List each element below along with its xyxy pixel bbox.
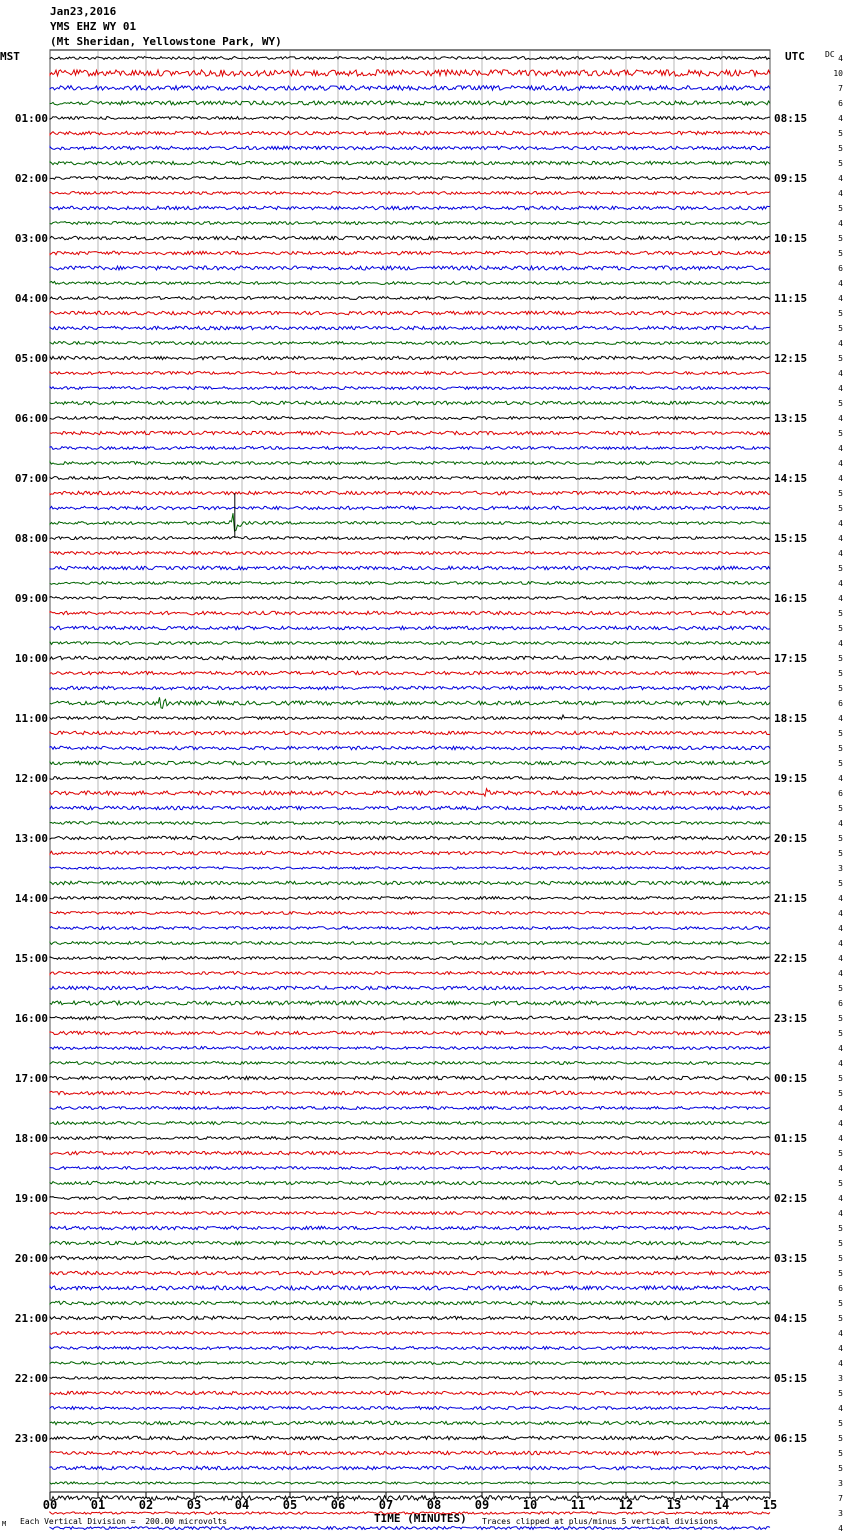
row-dc-value: 4 bbox=[838, 114, 843, 123]
trace-row bbox=[50, 251, 770, 254]
trace-row bbox=[50, 897, 770, 900]
row-dc-value: 3 bbox=[838, 1374, 843, 1383]
trace-row bbox=[50, 447, 770, 450]
x-tick-label: 05 bbox=[282, 1498, 298, 1512]
trace-row bbox=[50, 57, 770, 60]
trace-row bbox=[50, 1197, 770, 1200]
corner-mark: M bbox=[2, 1520, 7, 1528]
row-dc-value: 5 bbox=[838, 1239, 843, 1248]
row-dc-value: 5 bbox=[838, 1089, 843, 1098]
left-hour-label: 09:00 bbox=[14, 592, 48, 605]
trace-row bbox=[50, 1496, 770, 1501]
row-dc-value: 6 bbox=[838, 99, 843, 108]
trace-row bbox=[50, 851, 770, 854]
row-dc-value: 4 bbox=[838, 1329, 843, 1338]
right-hour-label: 09:15 bbox=[774, 172, 808, 185]
trace-row bbox=[50, 1076, 770, 1079]
trace-row bbox=[50, 1407, 770, 1410]
row-dc-value: 5 bbox=[838, 759, 843, 768]
x-tick-label: 04 bbox=[234, 1498, 250, 1512]
trace-row bbox=[50, 822, 770, 825]
trace-row bbox=[50, 131, 770, 134]
left-hour-label: 18:00 bbox=[14, 1132, 48, 1145]
row-dc-value: 5 bbox=[838, 204, 843, 213]
row-dc-value: 4 bbox=[838, 1524, 843, 1533]
row-dc-value: 5 bbox=[838, 159, 843, 168]
x-tick-label: 02 bbox=[138, 1498, 154, 1512]
row-dc-value: 4 bbox=[838, 969, 843, 978]
trace-row bbox=[50, 566, 770, 569]
row-dc-value: 5 bbox=[838, 1389, 843, 1398]
row-dc-value: 4 bbox=[838, 444, 843, 453]
trace-row bbox=[50, 1391, 770, 1394]
left-hour-label: 14:00 bbox=[14, 892, 48, 905]
row-dc-value: 4 bbox=[838, 1059, 843, 1068]
trace-row bbox=[50, 206, 770, 209]
row-dc-value: 5 bbox=[838, 669, 843, 678]
trace-row bbox=[50, 417, 770, 420]
trace-row bbox=[50, 1301, 770, 1304]
row-dc-value: 7 bbox=[838, 1494, 843, 1503]
row-dc-value: 4 bbox=[838, 189, 843, 198]
trace-row bbox=[50, 1167, 770, 1170]
row-dc-value: 5 bbox=[838, 1224, 843, 1233]
trace-row bbox=[50, 986, 770, 989]
row-dc-value: 5 bbox=[838, 144, 843, 153]
trace-row bbox=[50, 1091, 770, 1094]
row-dc-value: 5 bbox=[838, 1014, 843, 1023]
trace-row bbox=[50, 101, 770, 105]
trace-row bbox=[50, 1137, 770, 1140]
row-dc-value: 5 bbox=[838, 1419, 843, 1428]
row-dc-value: 4 bbox=[838, 639, 843, 648]
row-dc-value: 6 bbox=[838, 264, 843, 273]
row-dc-value: 4 bbox=[838, 1134, 843, 1143]
row-dc-value: 5 bbox=[838, 429, 843, 438]
row-dc-value: 5 bbox=[838, 729, 843, 738]
right-hour-label: 15:15 bbox=[774, 532, 808, 545]
trace-row bbox=[50, 282, 770, 285]
trace-row bbox=[50, 552, 770, 555]
clip-note: Traces clipped at plus/minus 5 vertical divisions bbox=[482, 1517, 719, 1526]
x-tick-label: 10 bbox=[522, 1498, 538, 1512]
right-hour-label: 20:15 bbox=[774, 832, 808, 845]
row-dc-value: 5 bbox=[838, 564, 843, 573]
row-dc-value: 5 bbox=[838, 1434, 843, 1443]
trace-row bbox=[50, 1181, 770, 1184]
row-dc-value: 4 bbox=[838, 939, 843, 948]
left-hour-label: 17:00 bbox=[14, 1072, 48, 1085]
row-dc-value: 5 bbox=[838, 234, 843, 243]
row-dc-value: 4 bbox=[838, 549, 843, 558]
row-dc-value: 5 bbox=[838, 1254, 843, 1263]
right-timezone-label: UTC bbox=[785, 50, 805, 63]
trace-row bbox=[50, 86, 770, 91]
right-hour-label: 16:15 bbox=[774, 592, 808, 605]
row-dc-value: 4 bbox=[838, 519, 843, 528]
x-tick-label: 08 bbox=[426, 1498, 442, 1512]
row-dc-value: 7 bbox=[838, 84, 843, 93]
trace-row bbox=[50, 372, 770, 375]
trace-row bbox=[50, 927, 770, 930]
trace-row bbox=[50, 387, 770, 390]
left-hour-label: 11:00 bbox=[14, 712, 48, 725]
trace-row bbox=[50, 222, 770, 225]
x-tick-label: 14 bbox=[714, 1498, 730, 1512]
trace-row bbox=[50, 626, 770, 629]
left-hour-label: 15:00 bbox=[14, 952, 48, 965]
row-dc-value: 4 bbox=[838, 1194, 843, 1203]
row-dc-value: 3 bbox=[838, 1509, 843, 1518]
trace-row bbox=[50, 462, 770, 465]
row-dc-value: 5 bbox=[838, 354, 843, 363]
row-dc-value: 5 bbox=[838, 1149, 843, 1158]
trace-row bbox=[50, 326, 770, 329]
scale-note: Each Vertical Division = 200.00 microvolts bbox=[20, 1517, 228, 1526]
right-hour-label: 02:15 bbox=[774, 1192, 808, 1205]
row-dc-value: 5 bbox=[838, 309, 843, 318]
row-dc-value: 5 bbox=[838, 879, 843, 888]
row-dc-value: 4 bbox=[838, 1104, 843, 1113]
right-hour-label: 05:15 bbox=[774, 1372, 808, 1385]
row-dc-value: 4 bbox=[838, 219, 843, 228]
trace-row bbox=[50, 1421, 770, 1424]
trace-row bbox=[50, 1377, 770, 1379]
right-hour-label: 17:15 bbox=[774, 652, 808, 665]
trace-row bbox=[50, 1047, 770, 1050]
row-dc-value: 10 bbox=[833, 69, 843, 78]
left-hour-label: 10:00 bbox=[14, 652, 48, 665]
row-dc-value: 5 bbox=[838, 984, 843, 993]
x-tick-label: 11 bbox=[570, 1498, 586, 1512]
trace-row bbox=[50, 161, 770, 164]
trace-row bbox=[50, 912, 770, 915]
trace-row bbox=[50, 686, 770, 689]
trace-row bbox=[50, 70, 770, 76]
row-dc-value: 4 bbox=[838, 279, 843, 288]
right-hour-label: 11:15 bbox=[774, 292, 808, 305]
trace-row bbox=[50, 806, 770, 809]
row-dc-value: 5 bbox=[838, 849, 843, 858]
trace-row bbox=[50, 942, 770, 945]
x-tick-label: 07 bbox=[378, 1498, 394, 1512]
trace-row bbox=[50, 1016, 770, 1019]
right-hour-label: 23:15 bbox=[774, 1012, 808, 1025]
trace-row bbox=[50, 1062, 770, 1065]
row-dc-value: 5 bbox=[838, 654, 843, 663]
row-dc-value: 4 bbox=[838, 774, 843, 783]
right-hour-label: 18:15 bbox=[774, 712, 808, 725]
left-hour-label: 13:00 bbox=[14, 832, 48, 845]
row-dc-value: 3 bbox=[838, 1479, 843, 1488]
row-dc-value: 5 bbox=[838, 1449, 843, 1458]
trace-row bbox=[50, 746, 770, 749]
right-hour-label: 04:15 bbox=[774, 1312, 808, 1325]
x-tick-label: 09 bbox=[474, 1498, 490, 1512]
row-dc-value: 4 bbox=[838, 1404, 843, 1413]
row-dc-value: 4 bbox=[838, 1164, 843, 1173]
trace-row bbox=[50, 1212, 770, 1215]
row-dc-value: 4 bbox=[838, 1044, 843, 1053]
left-timezone-label: MST bbox=[0, 50, 20, 63]
row-dc-value: 5 bbox=[838, 504, 843, 513]
trace-row bbox=[50, 1512, 770, 1514]
left-hour-label: 16:00 bbox=[14, 1012, 48, 1025]
trace-row bbox=[50, 117, 770, 120]
right-hour-label: 08:15 bbox=[774, 112, 808, 125]
trace-row bbox=[50, 1466, 770, 1469]
trace-row bbox=[50, 297, 770, 300]
row-dc-value: 4 bbox=[838, 894, 843, 903]
trace-row bbox=[50, 506, 770, 509]
dc-label: DC bbox=[825, 50, 835, 59]
x-tick-label: 01 bbox=[90, 1498, 106, 1512]
row-dc-value: 5 bbox=[838, 399, 843, 408]
x-tick-label: 06 bbox=[330, 1498, 346, 1512]
x-tick-label: 12 bbox=[618, 1498, 634, 1512]
trace-row bbox=[50, 266, 770, 270]
row-dc-value: 5 bbox=[838, 1269, 843, 1278]
left-hour-label: 21:00 bbox=[14, 1312, 48, 1325]
trace-row bbox=[50, 356, 770, 359]
row-dc-value: 6 bbox=[838, 1284, 843, 1293]
right-hour-label: 06:15 bbox=[774, 1432, 808, 1445]
chart-date: Jan23,2016 bbox=[50, 5, 117, 18]
row-dc-value: 3 bbox=[838, 864, 843, 873]
trace-row bbox=[50, 1226, 770, 1229]
trace-row bbox=[50, 972, 770, 975]
trace-row bbox=[50, 311, 770, 314]
x-tick-label: 03 bbox=[186, 1498, 202, 1512]
trace-row bbox=[50, 1001, 770, 1005]
row-dc-value: 5 bbox=[838, 1179, 843, 1188]
row-dc-value: 4 bbox=[838, 414, 843, 423]
trace-row bbox=[50, 1122, 770, 1125]
x-tick-label: 13 bbox=[666, 1498, 682, 1512]
row-dc-value: 4 bbox=[838, 474, 843, 483]
left-hour-label: 07:00 bbox=[14, 472, 48, 485]
x-tick-label: 00 bbox=[42, 1498, 58, 1512]
left-hour-label: 06:00 bbox=[14, 412, 48, 425]
row-dc-value: 4 bbox=[838, 954, 843, 963]
row-dc-value: 5 bbox=[838, 1299, 843, 1308]
trace-row bbox=[50, 401, 770, 404]
trace-row bbox=[50, 1241, 770, 1244]
row-dc-value: 5 bbox=[838, 489, 843, 498]
trace-row bbox=[50, 1362, 770, 1365]
trace-row bbox=[50, 1031, 770, 1034]
row-dc-value: 4 bbox=[838, 384, 843, 393]
trace-row bbox=[50, 236, 770, 239]
row-dc-value: 5 bbox=[838, 1464, 843, 1473]
right-hour-label: 21:15 bbox=[774, 892, 808, 905]
row-dc-value: 4 bbox=[838, 924, 843, 933]
trace-row bbox=[50, 957, 770, 960]
row-dc-value: 4 bbox=[838, 534, 843, 543]
row-dc-value: 4 bbox=[838, 54, 843, 63]
trace-row bbox=[50, 731, 770, 734]
trace-row bbox=[50, 537, 770, 540]
right-hour-label: 19:15 bbox=[774, 772, 808, 785]
left-hour-label: 23:00 bbox=[14, 1432, 48, 1445]
trace-row bbox=[50, 671, 770, 674]
trace-row bbox=[50, 789, 770, 797]
trace-row bbox=[50, 477, 770, 480]
trace-row bbox=[50, 1256, 770, 1259]
row-dc-value: 5 bbox=[838, 624, 843, 633]
row-dc-value: 4 bbox=[838, 369, 843, 378]
right-hour-label: 01:15 bbox=[774, 1132, 808, 1145]
row-dc-value: 5 bbox=[838, 129, 843, 138]
left-hour-label: 19:00 bbox=[14, 1192, 48, 1205]
right-hour-label: 00:15 bbox=[774, 1072, 808, 1085]
row-dc-value: 4 bbox=[838, 819, 843, 828]
trace-row bbox=[50, 1451, 770, 1454]
row-dc-value: 6 bbox=[838, 999, 843, 1008]
row-dc-value: 6 bbox=[838, 699, 843, 708]
row-dc-value: 4 bbox=[838, 1119, 843, 1128]
trace-row bbox=[50, 491, 770, 494]
right-hour-label: 13:15 bbox=[774, 412, 808, 425]
row-dc-value: 4 bbox=[838, 579, 843, 588]
row-dc-value: 4 bbox=[838, 714, 843, 723]
right-hour-label: 03:15 bbox=[774, 1252, 808, 1265]
row-dc-value: 4 bbox=[838, 594, 843, 603]
trace-row bbox=[50, 1316, 770, 1319]
trace-row bbox=[50, 177, 770, 180]
trace-row bbox=[50, 1107, 770, 1110]
trace-row bbox=[50, 777, 770, 780]
row-dc-value: 5 bbox=[838, 684, 843, 693]
row-dc-value: 4 bbox=[838, 1344, 843, 1353]
trace-row bbox=[50, 836, 770, 839]
trace-row bbox=[50, 1286, 770, 1290]
trace-row bbox=[50, 1482, 770, 1484]
row-dc-value: 5 bbox=[838, 744, 843, 753]
trace-row bbox=[50, 697, 770, 708]
trace-row bbox=[50, 1332, 770, 1335]
row-dc-value: 5 bbox=[838, 1314, 843, 1323]
left-hour-label: 05:00 bbox=[14, 352, 48, 365]
trace-row bbox=[50, 642, 770, 645]
trace-row bbox=[50, 715, 770, 720]
right-hour-label: 10:15 bbox=[774, 232, 808, 245]
trace-row bbox=[50, 1436, 770, 1439]
row-dc-value: 5 bbox=[838, 1074, 843, 1083]
row-dc-value: 5 bbox=[838, 804, 843, 813]
row-dc-value: 4 bbox=[838, 294, 843, 303]
row-dc-value: 5 bbox=[838, 249, 843, 258]
trace-row bbox=[50, 1151, 770, 1154]
row-dc-value: 4 bbox=[838, 1209, 843, 1218]
trace-row bbox=[50, 867, 770, 869]
left-hour-label: 02:00 bbox=[14, 172, 48, 185]
row-dc-value: 5 bbox=[838, 834, 843, 843]
row-dc-value: 4 bbox=[838, 909, 843, 918]
trace-row bbox=[50, 1271, 770, 1274]
trace-row bbox=[50, 582, 770, 585]
left-hour-label: 22:00 bbox=[14, 1372, 48, 1385]
right-hour-label: 22:15 bbox=[774, 952, 808, 965]
left-hour-label: 20:00 bbox=[14, 1252, 48, 1265]
row-dc-value: 5 bbox=[838, 1029, 843, 1038]
row-dc-value: 4 bbox=[838, 339, 843, 348]
left-hour-label: 01:00 bbox=[14, 112, 48, 125]
trace-row bbox=[50, 761, 770, 764]
trace-row bbox=[50, 1347, 770, 1350]
station-location: (Mt Sheridan, Yellowstone Park, WY) bbox=[50, 35, 282, 48]
trace-row bbox=[50, 146, 770, 149]
trace-row bbox=[50, 611, 770, 614]
trace-row bbox=[50, 192, 770, 195]
x-tick-label: 15 bbox=[762, 1498, 778, 1512]
trace-row bbox=[50, 597, 770, 600]
row-dc-value: 5 bbox=[838, 609, 843, 618]
trace-row bbox=[50, 656, 770, 659]
row-dc-value: 4 bbox=[838, 1359, 843, 1368]
left-hour-label: 12:00 bbox=[14, 772, 48, 785]
trace-row bbox=[50, 513, 770, 531]
row-dc-value: 4 bbox=[838, 174, 843, 183]
trace-row bbox=[50, 881, 770, 884]
row-dc-value: 5 bbox=[838, 324, 843, 333]
trace-row bbox=[50, 342, 770, 345]
left-hour-label: 08:00 bbox=[14, 532, 48, 545]
right-hour-label: 14:15 bbox=[774, 472, 808, 485]
right-hour-label: 12:15 bbox=[774, 352, 808, 365]
row-dc-value: 4 bbox=[838, 459, 843, 468]
station-title: YMS EHZ WY 01 bbox=[50, 20, 137, 33]
trace-row bbox=[50, 1527, 770, 1530]
left-hour-label: 04:00 bbox=[14, 292, 48, 305]
row-dc-value: 6 bbox=[838, 789, 843, 798]
x-axis-label: TIME (MINUTES) bbox=[374, 1512, 467, 1525]
trace-row bbox=[50, 431, 770, 434]
left-hour-label: 03:00 bbox=[14, 232, 48, 245]
